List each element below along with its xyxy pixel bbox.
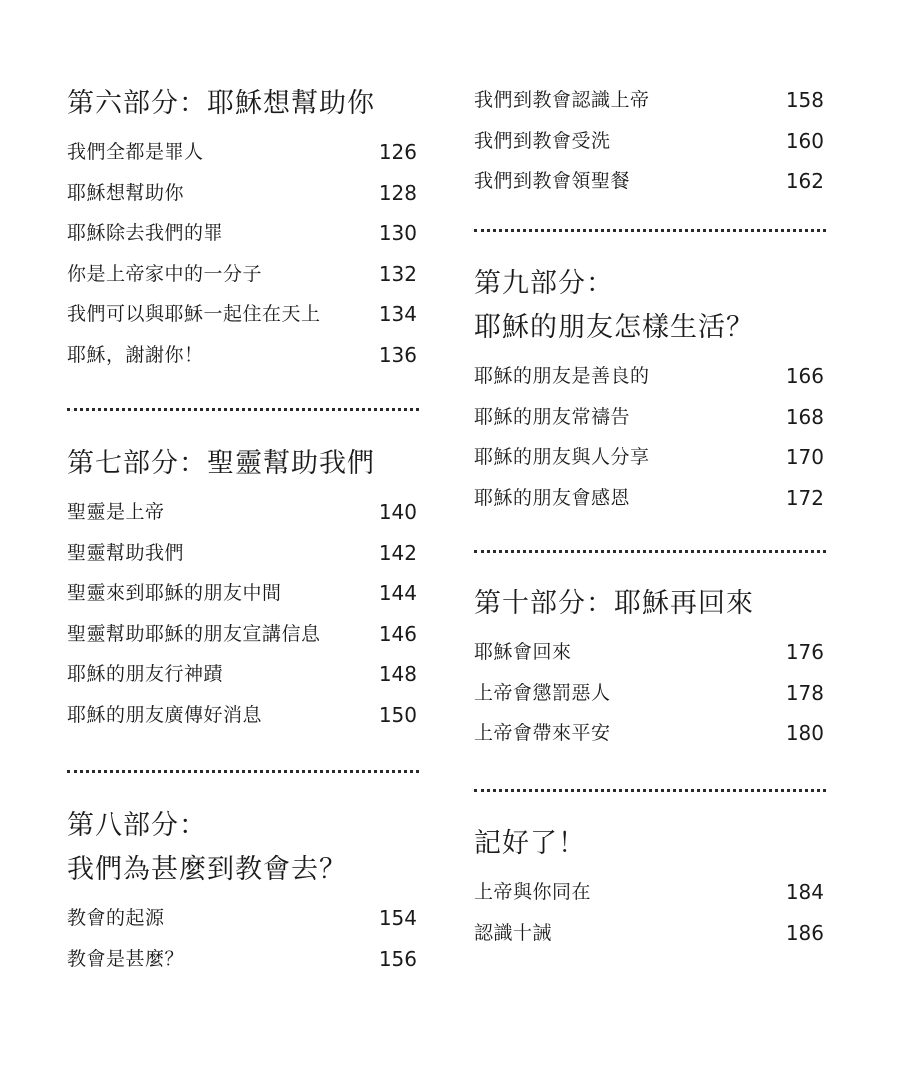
toc-entry[interactable]	[67, 294, 417, 335]
entry-label: 耶穌，謝謝你！	[67, 343, 204, 366]
entry-label: 耶穌想幫助你	[67, 181, 185, 204]
entry-label: 耶穌的朋友與人分享	[474, 446, 650, 468]
section-title-line: 我們為甚麼到教會去？	[67, 854, 347, 885]
entry-label: 耶穌會回來	[474, 641, 572, 663]
toc-entry[interactable]	[67, 573, 417, 614]
toc-entry[interactable]	[67, 898, 417, 939]
dotted-divider	[474, 229, 826, 232]
toc-entry[interactable]	[67, 254, 417, 295]
toc-entry[interactable]	[67, 695, 417, 736]
entry-page: 170	[785, 445, 824, 469]
entry-label: 教會的起源	[67, 907, 165, 929]
toc-entry[interactable]	[474, 673, 824, 714]
toc-entry[interactable]	[474, 80, 824, 121]
entry-label: 我們到教會認識上帝	[474, 89, 650, 111]
entry-label: 我們全都是罪人	[67, 141, 204, 163]
entry-page: 178	[785, 680, 824, 705]
toc-entry[interactable]	[474, 913, 824, 954]
toc-entry[interactable]	[474, 478, 824, 519]
entry-page: 134	[378, 302, 417, 326]
entry-label: 我們到教會領聖餐	[474, 170, 631, 192]
toc-entry[interactable]	[67, 132, 417, 173]
toc-entry[interactable]	[67, 213, 417, 254]
section-title-line: 第九部分：	[474, 268, 614, 299]
toc-entry[interactable]	[474, 437, 824, 478]
toc-entry[interactable]	[474, 356, 824, 397]
entry-label: 上帝會帶來平安	[474, 722, 611, 744]
entry-page: 132	[378, 261, 417, 286]
toc-section-7	[67, 442, 417, 735]
toc-section-9	[474, 262, 824, 518]
toc-entry[interactable]	[67, 614, 417, 655]
entry-label: 上帝與你同在	[474, 881, 592, 903]
entry-page: 136	[378, 342, 417, 367]
entry-label: 聖靈幫助我們	[67, 541, 185, 564]
entry-label: 耶穌的朋友廣傳好消息	[67, 703, 263, 726]
section-title	[474, 262, 824, 350]
section-title	[67, 442, 417, 486]
entry-page: 180	[785, 721, 824, 745]
entry-page: 186	[785, 920, 824, 945]
entry-page: 166	[785, 364, 824, 388]
entry-page: 140	[378, 500, 417, 524]
toc-entry[interactable]	[67, 173, 417, 214]
entry-page: 126	[378, 140, 417, 164]
section-title-line: 第六部分：耶穌想幫助你	[67, 88, 375, 119]
entry-page: 148	[378, 662, 417, 686]
entry-label: 聖靈來到耶穌的朋友中間	[67, 582, 282, 604]
entry-page: 184	[785, 880, 824, 904]
section-title	[67, 804, 417, 892]
section-title	[474, 582, 824, 626]
toc-entry[interactable]	[474, 872, 824, 913]
section-title-line: 第十部分：耶穌再回來	[474, 588, 754, 619]
entry-label: 我們可以與耶穌一起住在天上	[67, 303, 321, 325]
section-title-line: 第八部分：	[67, 810, 207, 841]
entry-label: 耶穌的朋友行神蹟	[67, 663, 224, 685]
entry-page: 146	[378, 621, 417, 646]
toc-entry[interactable]	[474, 161, 824, 202]
dotted-divider	[67, 770, 419, 773]
entry-page: 144	[378, 581, 417, 605]
section-title	[474, 822, 824, 866]
toc-entry[interactable]	[474, 397, 824, 438]
entry-page: 172	[785, 485, 824, 510]
entry-page: 130	[378, 221, 417, 245]
toc-entry[interactable]	[67, 654, 417, 695]
entry-label: 耶穌的朋友會感恩	[474, 486, 631, 509]
entry-page: 162	[785, 169, 824, 193]
entry-label: 你是上帝家中的一分子	[67, 262, 263, 285]
entry-page: 142	[378, 540, 417, 565]
entry-page: 158	[785, 88, 824, 112]
entry-page: 154	[378, 906, 417, 930]
entry-label: 認識十誡	[474, 921, 553, 944]
toc-section-6	[67, 82, 417, 375]
toc-entry[interactable]	[474, 713, 824, 754]
entry-page: 128	[378, 180, 417, 205]
entry-label: 聖靈是上帝	[67, 501, 165, 523]
dotted-divider	[474, 789, 826, 792]
toc-section-remember	[474, 822, 824, 953]
dotted-divider	[474, 550, 826, 553]
toc-entry[interactable]	[474, 632, 824, 673]
entry-label: 耶穌除去我們的罪	[67, 222, 224, 244]
toc-section-8	[67, 804, 417, 979]
toc-section-10	[474, 582, 824, 754]
section-title	[67, 82, 417, 126]
entry-label: 耶穌的朋友是善良的	[474, 365, 650, 387]
toc-entry[interactable]	[474, 121, 824, 162]
entry-label: 耶穌的朋友常禱告	[474, 405, 631, 428]
toc-section-8-continued	[474, 80, 824, 202]
entry-label: 上帝會懲罰惡人	[474, 681, 611, 704]
entry-page: 176	[785, 640, 824, 664]
toc-entry[interactable]	[67, 335, 417, 376]
entry-label: 教會是甚麼？	[67, 947, 185, 970]
toc-entry[interactable]	[67, 939, 417, 980]
entry-page: 160	[785, 128, 824, 153]
dotted-divider	[67, 408, 419, 411]
entry-page: 168	[785, 404, 824, 429]
section-title-line: 第七部分：聖靈幫助我們	[67, 448, 375, 479]
section-title-line: 記好了！	[474, 828, 586, 859]
toc-entry[interactable]	[67, 492, 417, 533]
entry-label: 聖靈幫助耶穌的朋友宣講信息	[67, 622, 321, 645]
toc-entry[interactable]	[67, 533, 417, 574]
entry-page: 156	[378, 946, 417, 971]
section-title-line: 耶穌的朋友怎樣生活？	[474, 312, 754, 343]
entry-page: 150	[378, 702, 417, 727]
entry-label: 我們到教會受洗	[474, 129, 611, 152]
